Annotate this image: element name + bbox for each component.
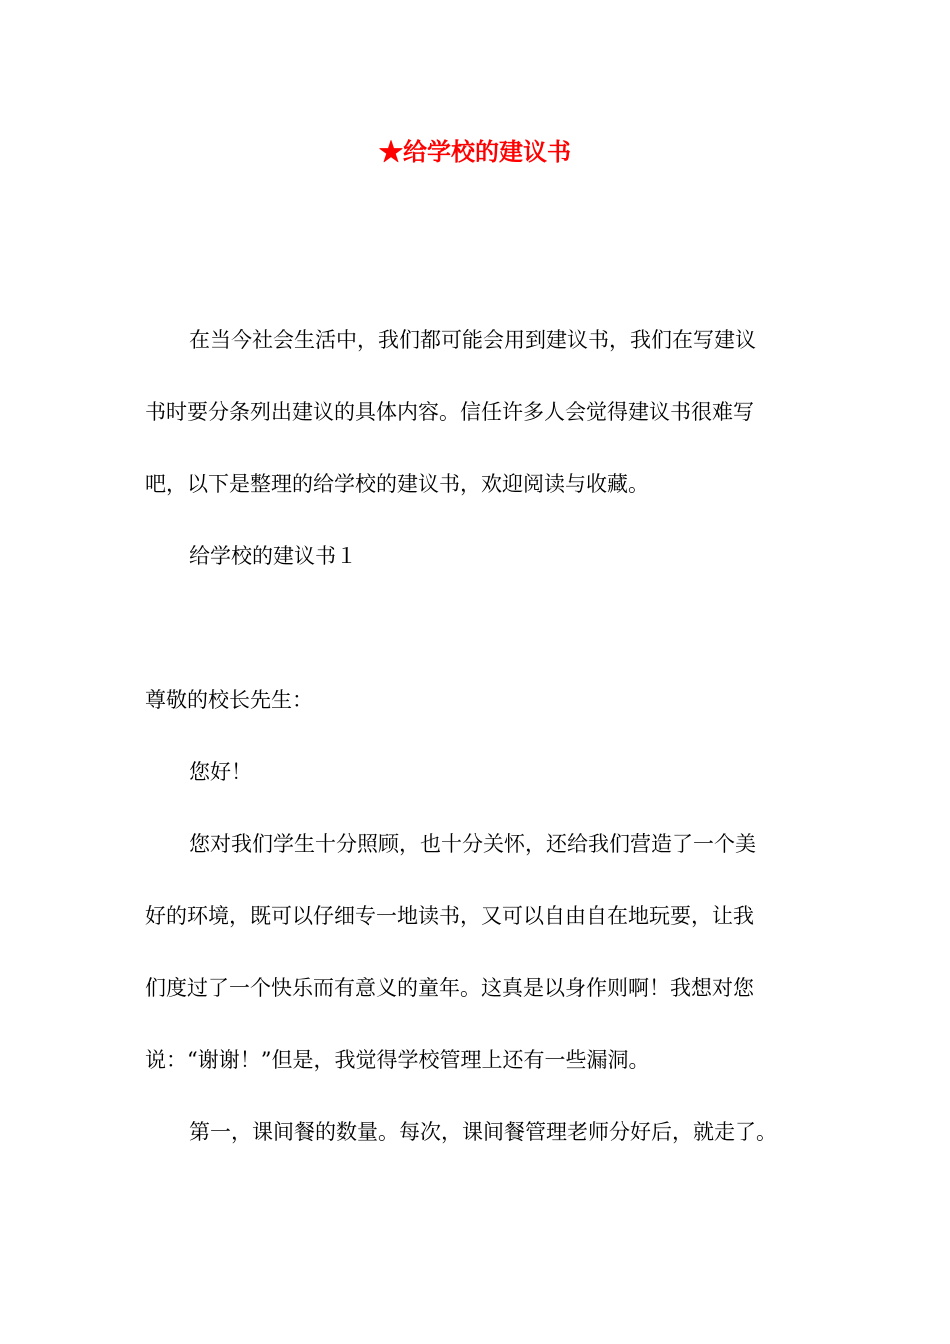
paragraph-line: 书时要分条列出建议的具体内容。信任许多人会觉得建议书很难写 bbox=[145, 400, 754, 424]
paragraph-line: 第一，课间餐的数量。每次，课间餐管理老师分好后，就走了。 bbox=[189, 1120, 777, 1144]
paragraph-line: 吧，以下是整理的给学校的建议书，欢迎阅读与收藏。 bbox=[145, 472, 649, 496]
paragraph-line: 说：“谢谢！”但是，我觉得学校管理上还有一些漏洞。 bbox=[145, 1048, 650, 1072]
paragraph-line: 们度过了一个快乐而有意义的童年。这真是以身作则啊！我想对您 bbox=[145, 976, 754, 1000]
document-title: ★给学校的建议书 bbox=[379, 137, 571, 166]
paragraph-line: 好的环境，既可以仔细专一地读书，又可以自由自在地玩要，让我 bbox=[145, 904, 754, 928]
greeting: 您好！ bbox=[189, 760, 252, 784]
section-heading: 给学校的建议书１ bbox=[189, 544, 357, 568]
paragraph-line: 在当今社会生活中，我们都可能会用到建议书，我们在写建议 bbox=[189, 328, 756, 352]
salutation: 尊敬的校长先生： bbox=[145, 688, 313, 712]
document-body bbox=[145, 322, 835, 1186]
paragraph-line: 您对我们学生十分照顾，也十分关怀，还给我们营造了一个美 bbox=[189, 832, 756, 856]
